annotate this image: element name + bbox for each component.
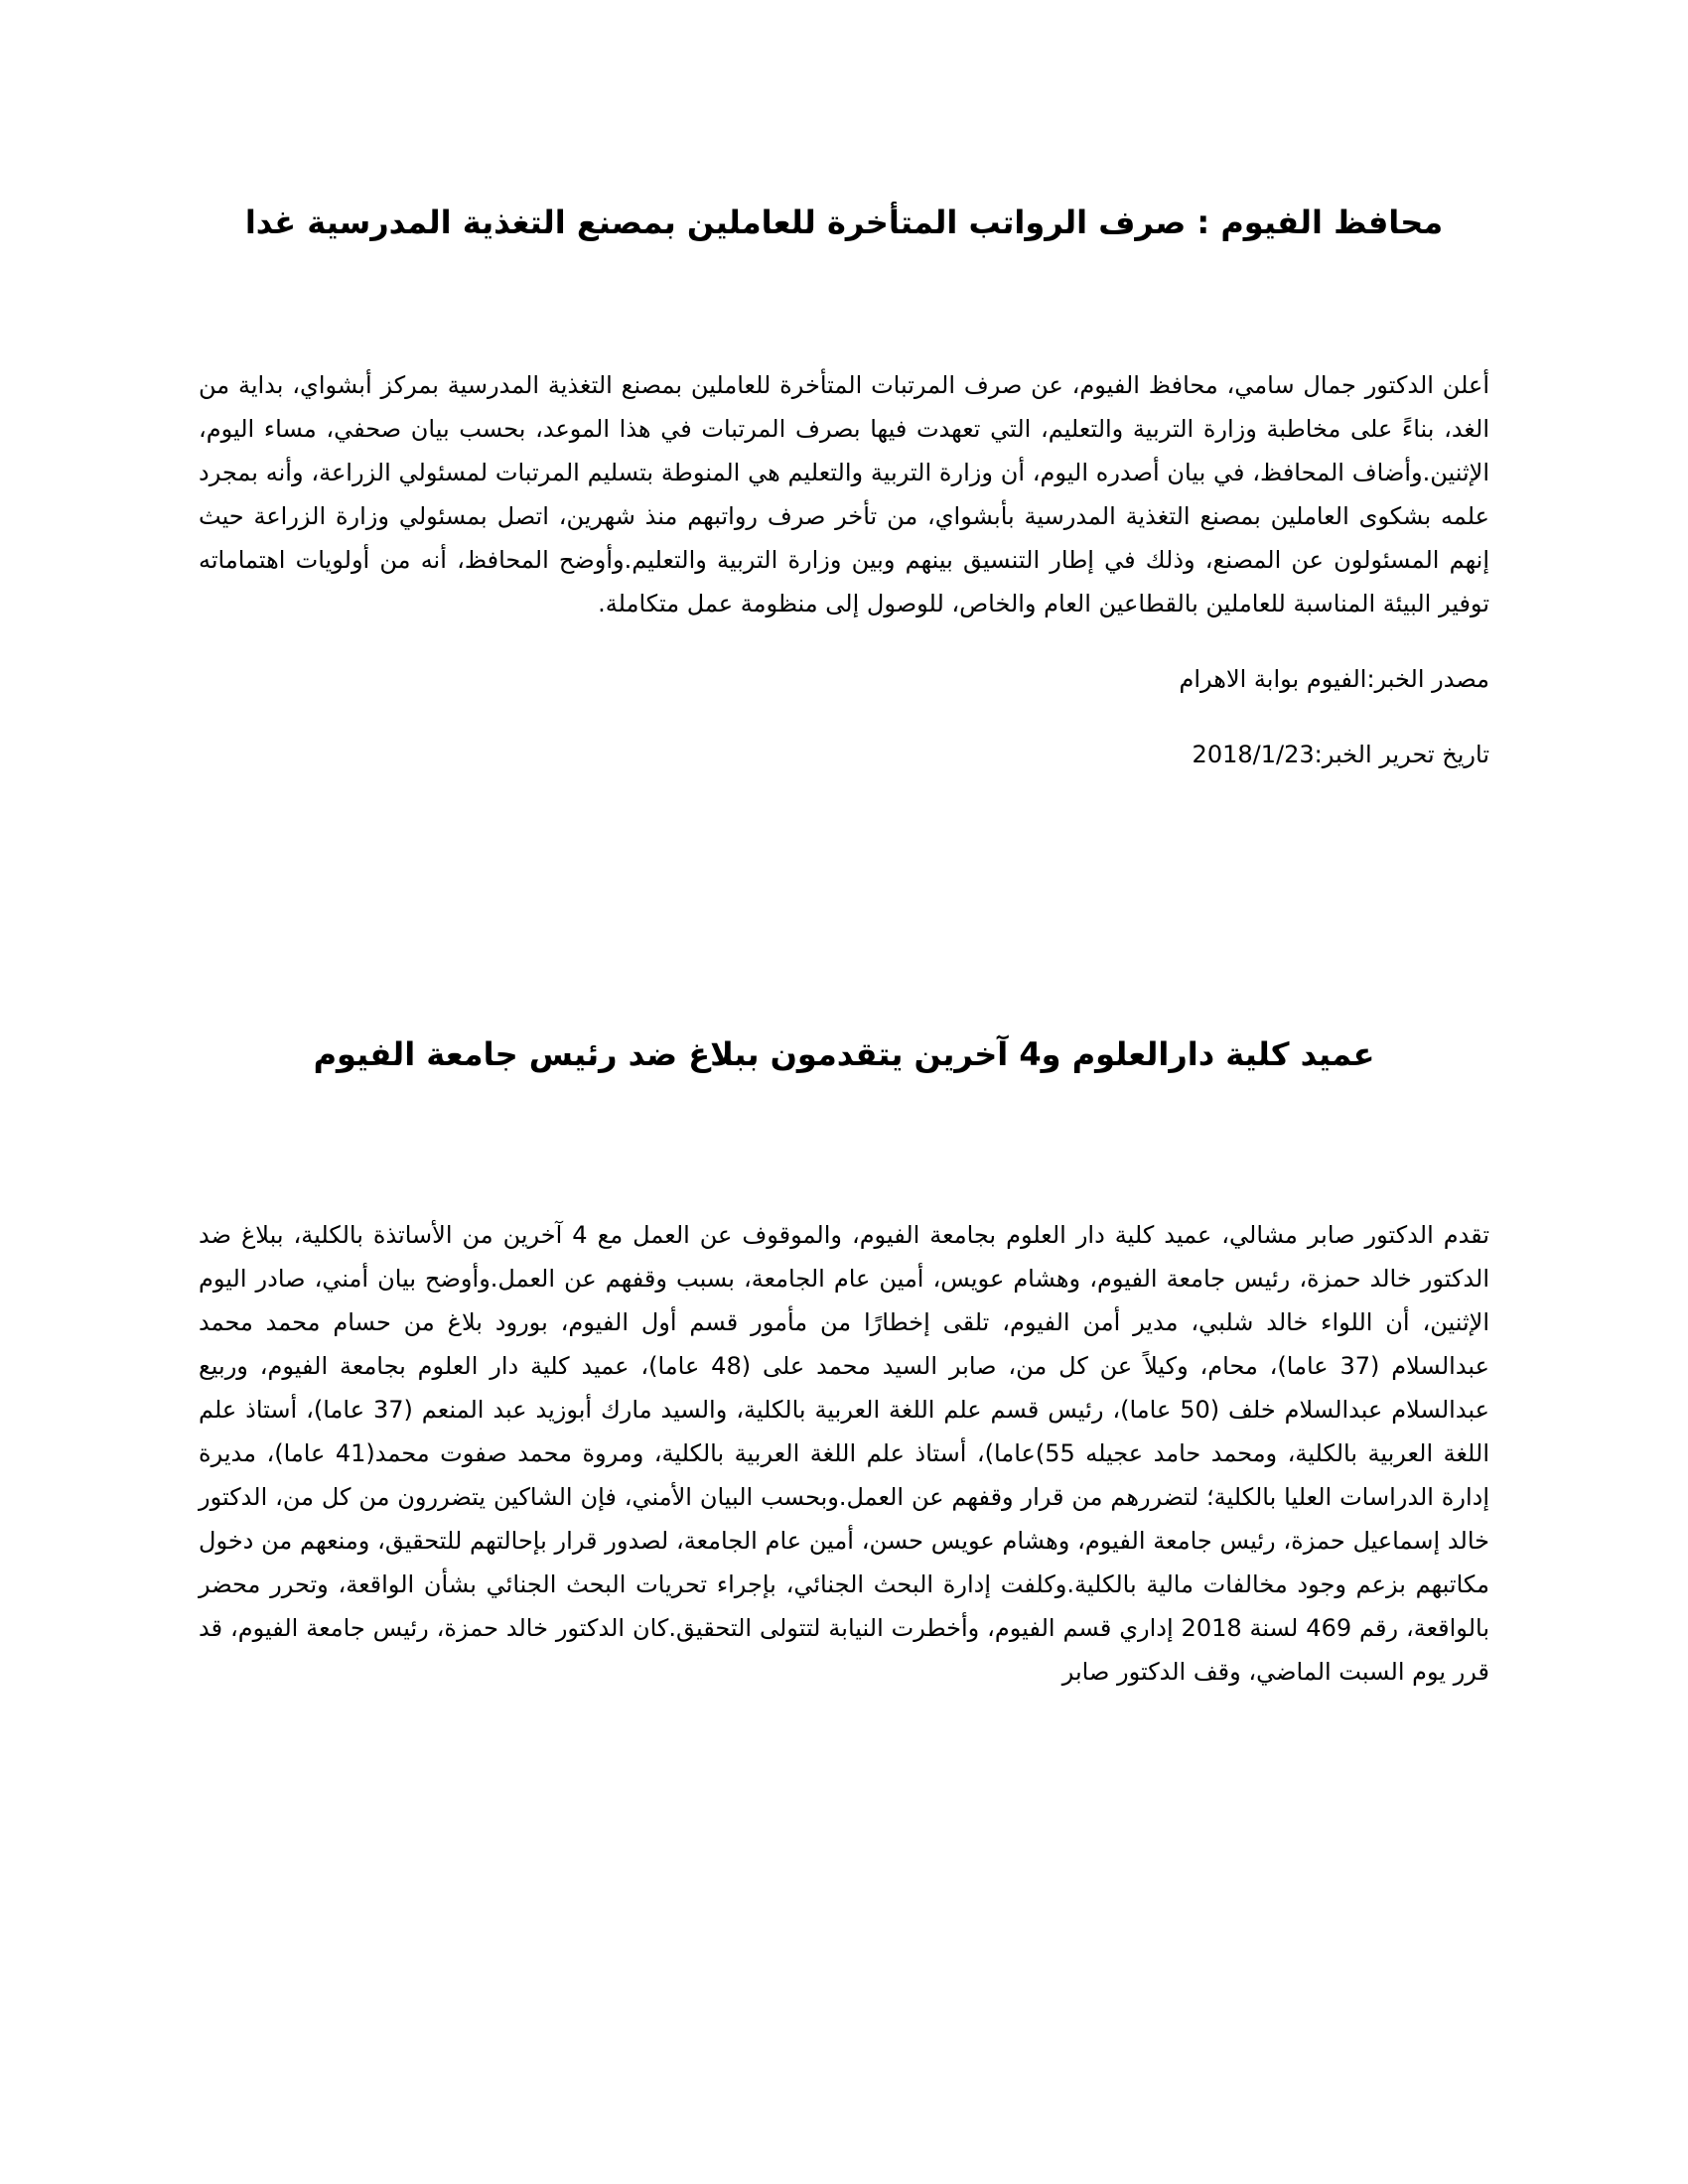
news-article bbox=[199, 191, 1489, 776]
article-headline: محافظ الفيوم : صرف الرواتب المتأخرة للعاملين بمصنع التغذية المدرسية غدا bbox=[244, 204, 1444, 241]
news-date-label: تاريخ تحرير الخبر: bbox=[1314, 741, 1489, 768]
article-body: أعلن الدكتور جمال سامي، محافظ الفيوم، عن صرف المرتبات المتأخرة للعاملين بمصنع التغذية المدرسية بمركز أبشواي، بداية من الغد، بناءً على مخاطبة وزارة التربية والتعليم، التي تعهدت فيها بصرف المرتبات في هذا الموعد، بحسب بيان صحفي، مساء اليوم، الإثنين.وأضاف المحافظ، في بيان أصدره اليوم، أن وزارة التربية والتعليم هي المنوطة بتسليم المرتبات لمسئولي الزراعة، وأنه بمجرد علمه بشكوى العاملين بمصنع التغذية المدرسية بأبشواي، من تأخر صرف رواتبهم منذ شهرين، اتصل بمسئولي وزارة الزراعة حيث إنهم المسئولون عن المصنع، وذلك في إطار التنسيق بينهم وبين وزارة التربية والتعليم.وأوضح المحافظ، أنه من أولويات اهتماماته توفير البيئة المناسبة للعاملين بالقطاعين العام والخاص، للوصول إلى منظومة عمل متكاملة. bbox=[199, 371, 1489, 617]
news-source-label: مصدر الخبر: bbox=[1366, 665, 1489, 693]
news-date-value: 2018/1/23 bbox=[1192, 741, 1315, 768]
news-date-line bbox=[199, 733, 1489, 776]
article-headline: عميد كلية دارالعلوم و4 آخرين يتقدمون ببلاغ ضد رئيس جامعة الفيوم bbox=[313, 1035, 1375, 1073]
news-article bbox=[199, 1023, 1489, 1694]
article-body: تقدم الدكتور صابر مشالي، عميد كلية دار العلوم بجامعة الفيوم، والموقوف عن العمل مع 4 آخرين من الأساتذة بالكلية، ببلاغ ضد الدكتور خالد حمزة، رئيس جامعة الفيوم، وهشام عويس، أمين عام الجامعة، بسبب وقفهم عن العمل.وأوضح بيان أمني، صادر اليوم الإثنين، أن اللواء خالد شلبي، مدير أمن الفيوم، تلقى إخطارًا من مأمور قسم أول الفيوم، بورود بلاغ من حسام محمد محمد عبدالسلام (37 عاما)، محام، وكيلاً عن كل من، صابر السيد محمد على (48 عاما)، عميد كلية دار العلوم بجامعة الفيوم، وربيع عبدالسلام عبدالسلام خلف (50 عاما)، رئيس قسم علم اللغة العربية بالكلية، والسيد مارك أبوزيد عبد المنعم (37 عاما)، أستاذ علم اللغة العربية بالكلية، ومحمد حامد عجيله 55)عاما)، أستاذ علم اللغة العربية بالكلية، ومروة محمد صفوت محمد(41 عاما)، مديرة إدارة الدراسات العليا بالكلية؛ لتضررهم من قرار وقفهم عن العمل.وبحسب البيان الأمني، فإن الشاكين يتضررون من كل من، الدكتور خالد إسماعيل حمزة، رئيس جامعة الفيوم، وهشام عويس حسن، أمين عام الجامعة، لصدور قرار بإحالتهم للتحقيق، ومنعهم من دخول مكاتبهم بزعم وجود مخالفات مالية بالكلية.وكلفت إدارة البحث الجنائي، بإجراء تحريات البحث الجنائي بشأن الواقعة، وتحرر محضر بالواقعة، رقم 469 لسنة 2018 إداري قسم الفيوم، وأخطرت النيابة لتتولى التحقيق.كان الدكتور خالد حمزة، رئيس جامعة الفيوم، قد قرر يوم السبت الماضي، وقف الدكتور صابر bbox=[199, 1221, 1490, 1686]
news-source-value: الفيوم بوابة الاهرام bbox=[1179, 665, 1367, 693]
news-source-line bbox=[199, 657, 1489, 701]
